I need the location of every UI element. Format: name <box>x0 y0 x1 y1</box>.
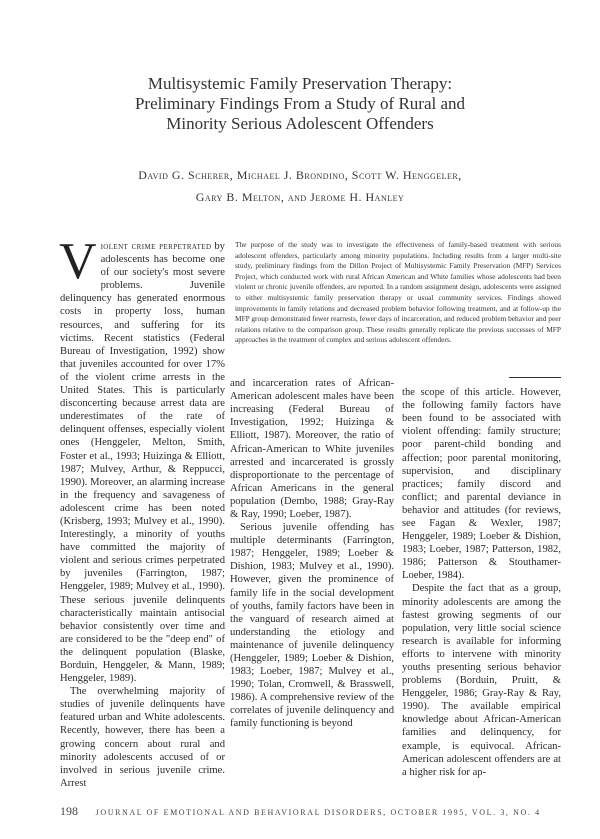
body-paragraph: Despite the fact that as a group, minority adolescents are among the fastest growing segments of our population, very little social science research is available for informing efforts to intervene with minority youths presenting serious behavior problems (Borduin, Pruitt, & Henggeler, 1986; Gray-Ray & Ray, 1990). The available empirical knowledge about African-American families and delinquency, for example, is equivocal. African-American adolescent offenders are at a higher risk for ap- <box>402 583 561 778</box>
lead-in-smallcaps: iolent crime perpetrated <box>100 241 212 252</box>
article-title <box>60 74 540 134</box>
author-line: Gary B. Melton, and Jerome H. Hanley <box>195 190 405 204</box>
drop-cap: V <box>59 233 97 290</box>
body-paragraph: the scope of this article. However, the following family factors have been found to be associated with violent offending: family structure; poor parent-child bonding and affection; poor parental monitoring, supervision, and disciplinary practices; family discord and conflict; and parental deviance in behavior and attitudes (for reviews, see Fagan & Wexler, 1987; Henggeler, 1989; Loeber & Dishion, 1983; Loeber, 1987; Patterson, 1982, 1986; Patterson & Stouthamer-Loeber, 1984). <box>402 387 561 582</box>
body-column-left <box>59 233 225 790</box>
title-line: Minority Serious Adolescent Offenders <box>166 114 434 133</box>
paragraph-text: by adolescents has become one of our society's most severe problems. Juvenile delinquency has generated enormous costs in property loss, human resources, and suffering for its victims. Recent statistics (Federal Bureau of Investigation, 1992) show that juveniles accounted for over 17% of the violent crime arrests in the United States. This is particularly disconcerting because arrest data are underestimates of the rate of delinquent offenses, especially violent ones (Henggeler, Melton, Smith, Foster et al., 1993; Huizinga & Elliott, 1987; Mulvey, Arthur, & Reppucci, 1990). Moreover, an alarming increase in the frequency and savageness of adolescent crime has been noted (Krisberg, 1993; Mulvey et al., 1990). Interestingly, a minority of youths have committed the majority of violent and serious crimes perpetrated by juveniles (Farrington, 1987; Henggeler, 1989; Mulvey et al., 1990). These serious juvenile delinquents characteristically maintain antisocial behavior consistently over time and are considered to be the "deep end" of the delinquent population (Blaske, Borduin, Henggeler, & Mann, 1989; Henggeler, 1989). <box>60 241 225 685</box>
body-column-middle <box>230 377 394 731</box>
body-paragraph: and incarceration rates of African-American adolescent males have been increasing (Federal Bureau of Investigation, 1992; Huizinga & Elliott, 1987). Moreover, the ratio of African-American to White juveniles arrested and incarcerated is grossly disproportionate to the percentage of African Americans in the general population (Dembo, 1988; Gray-Ray & Ray, 1990; Loeber, 1987). <box>230 378 394 520</box>
abstract: The purpose of the study was to investigate the effectiveness of family-based treatment with serious adolescent offenders, particularly among minority populations. Including results from a larger multi-site study, preliminary findings from the Dillon Project of Multisystemic Family Preservation (MFP) Services Project, which conducted work with rural African American and White families whose adolescents had been violent or chronic juvenile offenders, are reported. In a random assignment design, adolescents were assigned to either multisystemic family preservation therapy or usual community services. Findings showed improvements in family relations and decreased problem behavior following treatment, and at follow-up the MFP group demonstrated fewer rearrests, fewer days of incarceration, and reduced problem behavior and peer relations relative to the comparison group. These results generally replicate the previous successes of MFP approaches in the treatment of complex and serious adolescent offenders. <box>235 240 562 345</box>
body-column-right <box>402 377 561 779</box>
body-paragraph: Serious juvenile offending has multiple determinants (Farrington, 1987; Henggeler, 1989; Loeber & Dishion, 1983; Mulvey et al., 1990). However, given the prominence of family life in the social development of youths, family factors have been in the vanguard of research aimed at understanding the etiology and maintenance of juvenile delinquency (Henggeler, 1989; Loeber & Dishion, 1983; Loeber, 1987; Mulvey et al., 1990; Tolan, Cromwell, & Brasswell, 1986). A comprehensive review of the correlates of juvenile delinquency and family functioning is beyond <box>230 522 394 730</box>
body-grid <box>59 233 562 790</box>
body-paragraph: The overwhelming majority of studies of juvenile delinquents have featured urban and White adolescents. Recently, however, there has been a growing concern about rural and minority adolescents accused of or involved in serious juvenile crime. Arrest <box>60 686 225 789</box>
section-divider <box>509 377 561 378</box>
page-footer <box>60 804 560 819</box>
title-line: Preliminary Findings From a Study of Rural and <box>134 94 466 113</box>
body-paragraph <box>59 233 225 685</box>
author-list <box>60 164 540 208</box>
journal-citation: JOURNAL OF EMOTIONAL AND BEHAVIORAL DISORDERS, OCTOBER 1995, VOL. 3, NO. 4 <box>95 807 541 817</box>
author-line: David G. Scherer, Michael J. Brondino, Scott W. Henggeler, <box>138 168 462 182</box>
title-line: Multisystemic Family Preservation Therapy: <box>147 74 453 93</box>
page-number: 198 <box>60 803 78 818</box>
